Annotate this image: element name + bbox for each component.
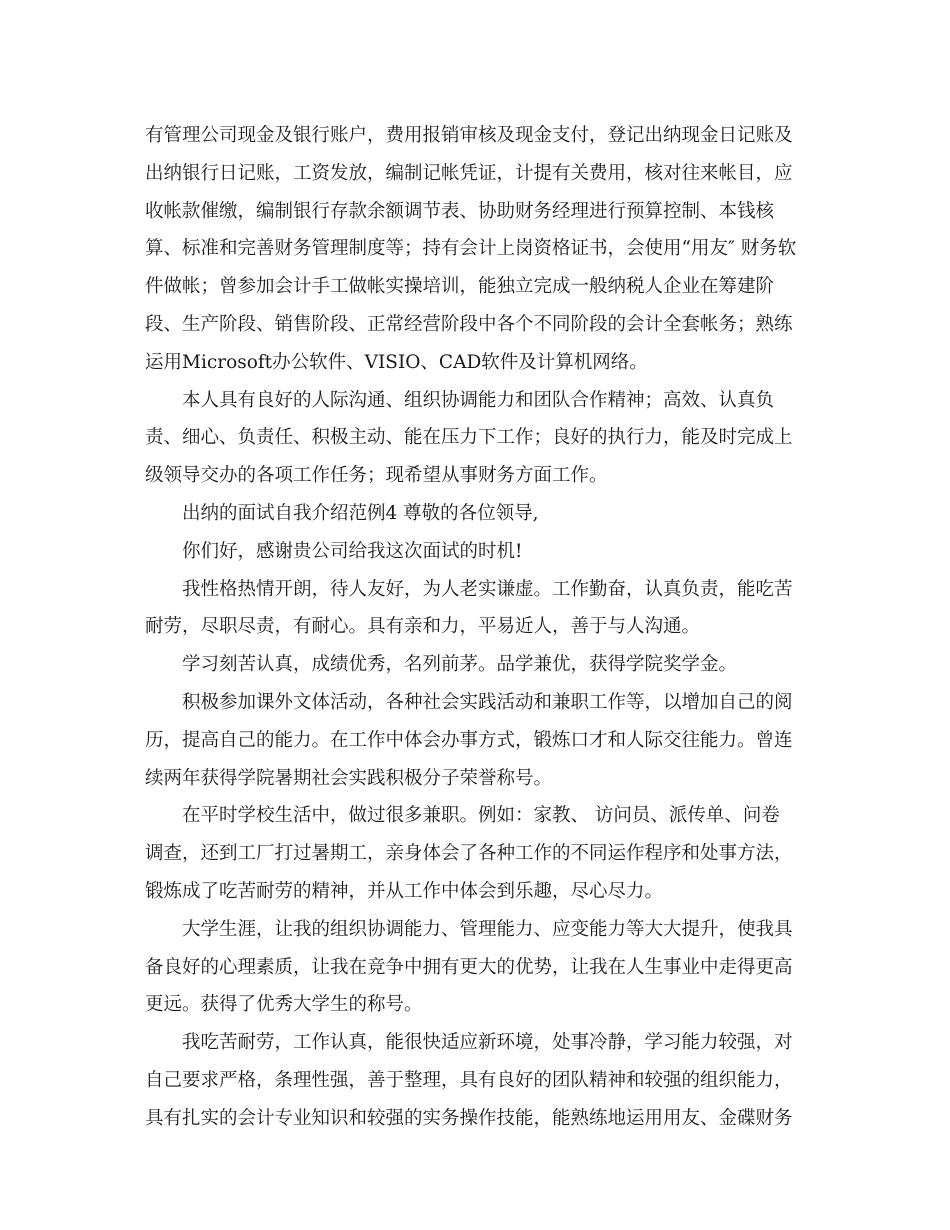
text-line: 我吃苦耐劳，工作认真，能很快适应新环境，处事冷静，学习能力较强，对 bbox=[182, 1032, 793, 1054]
text-line: 算、标准和完善财务管理制度等；持有会计上岗资格证书，会使用“用友″ 财务软 bbox=[145, 238, 797, 260]
text-line: 历，提高自己的能力。在工作中体会办事方式，锻炼口才和人际交往能力。曾连 bbox=[145, 729, 793, 751]
text-line: 学习刻苦认真，成绩优秀，名列前茅。品学兼优，获得学院奖学金。 bbox=[182, 654, 738, 676]
text-line: 级领导交办的各项工作任务；现希望从事财务方面工作。 bbox=[145, 465, 608, 487]
text-line: 自己要求严格，条理性强，善于整理，具有良好的团队精神和较强的组织能力， bbox=[145, 1069, 793, 1091]
text-line: 你们好，感谢贵公司给我这次面试的时机! bbox=[182, 540, 523, 562]
text-line: 责、细心、负责任、积极主动、能在压力下工作；良好的执行力，能及时完成上 bbox=[145, 427, 793, 449]
text-line: 大学生涯，让我的组织协调能力、管理能力、应变能力等大大提升，使我具 bbox=[182, 918, 793, 940]
document-body bbox=[145, 117, 805, 1138]
text-line: 调查，还到工厂打过暑期工，亲身体会了各种工作的不同运作程序和处事方法， bbox=[145, 843, 793, 865]
text-line: 具有扎实的会计专业知识和较强的实务操作技能，能熟练地运用用友、金碟财务 bbox=[145, 1107, 793, 1129]
text-line: 收帐款催缴，编制银行存款余额调节表、协助财务经理进行预算控制、本钱核 bbox=[145, 200, 775, 222]
text-line: 积极参加课外文体活动，各种社会实践活动和兼职工作等，以增加自己的阅 bbox=[182, 691, 793, 713]
text-line: 耐劳，尽职尽责，有耐心。具有亲和力，平易近人，善于与人沟通。 bbox=[145, 616, 701, 638]
text-line: 我性格热情开朗，待人友好，为人老实谦虚。工作勤奋，认真负责，能吃苦 bbox=[182, 578, 793, 600]
text-line: 件做帐；曾参加会计手工做帐实操培训，能独立完成一般纳税人企业在筹建阶 bbox=[145, 276, 775, 298]
text-line: 出纳银行日记账，工资发放，编制记帐凭证，计提有关费用，核对往来帐目，应 bbox=[145, 162, 793, 184]
text-line: 续两年获得学院暑期社会实践积极分子荣誉称号。 bbox=[145, 767, 553, 789]
text-line: 段、生产阶段、销售阶段、正常经营阶段中各个不同阶段的会计全套帐务；熟练 bbox=[145, 313, 793, 335]
text-line: 有管理公司现金及银行账户，费用报销审核及现金支付，登记出纳现金日记账及 bbox=[145, 125, 793, 146]
text-line: 运用Microsoft办公软件、VISIO、CAD软件及计算机网络。 bbox=[145, 351, 648, 373]
text-line: 在平时学校生活中，做过很多兼职。例如：家教、 访问员、派传单、问卷 bbox=[182, 805, 780, 827]
text-line: 本人具有良好的人际沟通、组织协调能力和团队合作精神；高效、认真负 bbox=[182, 389, 775, 411]
text-line: 出纳的面试自我介绍范例4 尊敬的各位领导, bbox=[182, 502, 539, 524]
text-line: 更远。获得了优秀大学生的称号。 bbox=[145, 994, 423, 1016]
text-line: 锻炼成了吃苦耐劳的精神，并从工作中体会到乐趣，尽心尽力。 bbox=[145, 880, 664, 902]
text-line: 备良好的心理素质，让我在竞争中拥有更大的优势，让我在人生事业中走得更高 bbox=[145, 956, 793, 978]
